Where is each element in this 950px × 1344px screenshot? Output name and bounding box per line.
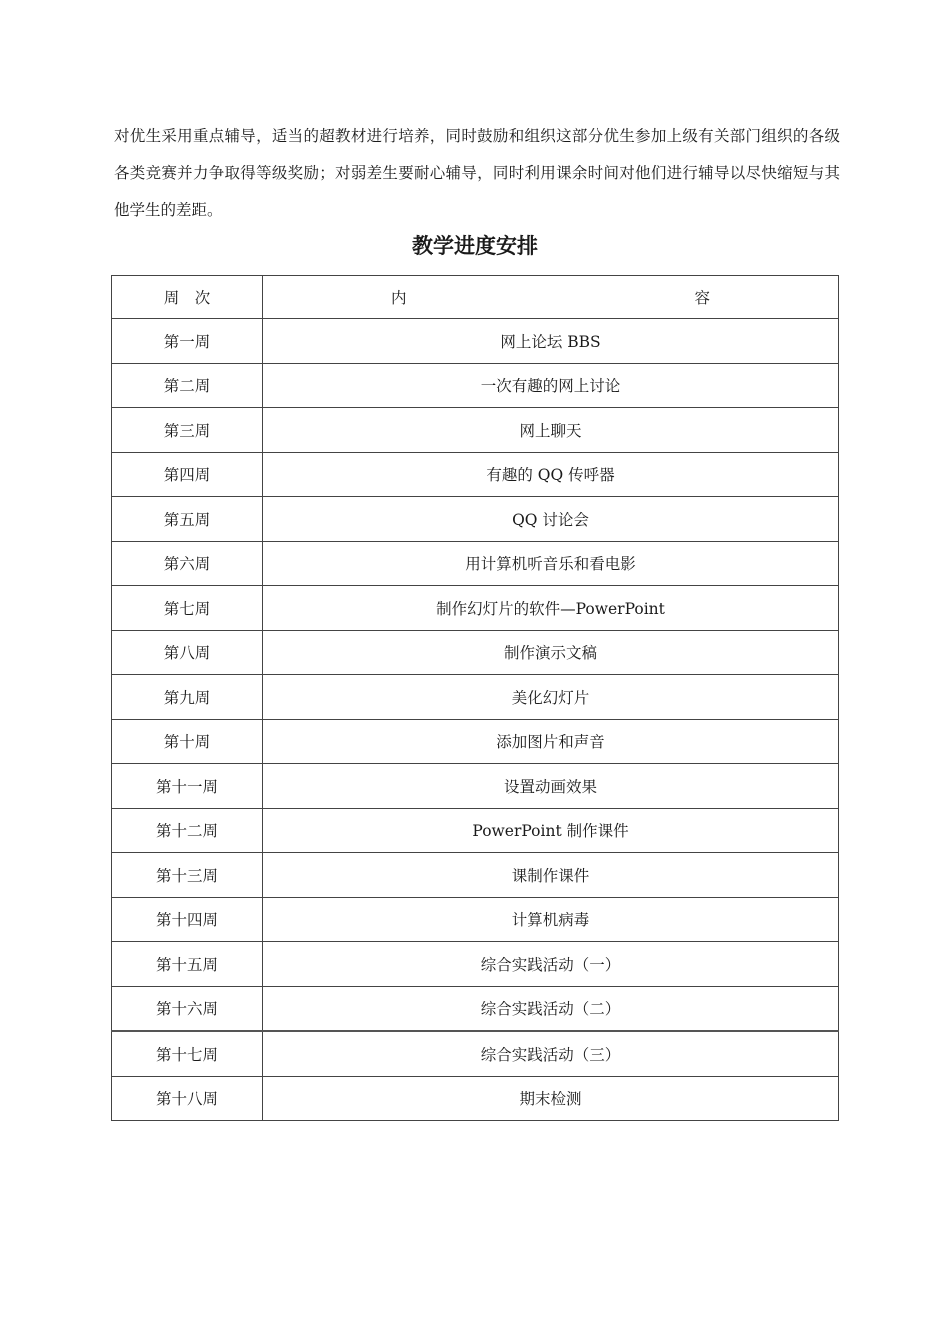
content-cell: 美化幻灯片 [263,675,839,720]
section-title: 教学进度安排 [412,234,538,258]
table-row [112,719,839,764]
week-cell: 第六周 [112,541,263,586]
content-cell: QQ 讨论会 [263,497,839,542]
table-row [112,986,839,1031]
content-cell: 制作幻灯片的软件—PowerPoint [263,586,839,631]
table-row [112,897,839,942]
table-row [112,586,839,631]
content-cell: 网上聊天 [263,408,839,453]
table-row [112,1076,839,1121]
header-week: 周 次 [112,276,263,319]
schedule-table [111,275,839,1121]
content-cell: 用计算机听音乐和看电影 [263,541,839,586]
week-cell: 第四周 [112,452,263,497]
week-cell: 第二周 [112,363,263,408]
content-cell: 期末检测 [263,1076,839,1121]
content-cell: 有趣的 QQ 传呼器 [263,452,839,497]
content-cell: 综合实践活动（二） [263,986,839,1031]
week-cell: 第八周 [112,630,263,675]
header-content [263,276,839,319]
table-row [112,808,839,853]
content-cell: 一次有趣的网上讨论 [263,363,839,408]
table-header-row [112,276,839,319]
header-content-right: 容 [694,289,710,307]
content-cell: PowerPoint 制作课件 [263,808,839,853]
week-cell: 第十一周 [112,764,263,809]
week-cell: 第五周 [112,497,263,542]
content-cell: 综合实践活动（三） [263,1031,839,1076]
week-cell: 第十二周 [112,808,263,853]
content-cell: 制作演示文稿 [263,630,839,675]
table-row [112,541,839,586]
table-row [112,764,839,809]
week-cell: 第一周 [112,319,263,364]
week-cell: 第十六周 [112,986,263,1031]
week-cell: 第十周 [112,719,263,764]
table-row [112,675,839,720]
week-cell: 第十五周 [112,942,263,987]
intro-paragraph: 对优生采用重点辅导，适当的超教材进行培养，同时鼓励和组织这部分优生参加上级有关部门组织的各级各类竞赛并力争取得等级奖励；对弱差生要耐心辅导，同时利用课余时间对他们进行辅导以尽快缩短与其他学生的差距。 [114,127,840,219]
table-row [112,408,839,453]
table-row [112,452,839,497]
week-cell: 第十三周 [112,853,263,898]
week-cell: 第十八周 [112,1076,263,1121]
table-row [112,853,839,898]
table-row [112,1031,839,1076]
content-cell: 网上论坛 BBS [263,319,839,364]
table-row [112,942,839,987]
table-row [112,319,839,364]
content-cell: 计算机病毒 [263,897,839,942]
table-row [112,630,839,675]
week-cell: 第九周 [112,675,263,720]
content-cell: 添加图片和声音 [263,719,839,764]
header-content-left: 内 [391,289,407,307]
week-cell: 第十七周 [112,1031,263,1076]
week-cell: 第七周 [112,586,263,631]
content-cell: 课制作课件 [263,853,839,898]
content-cell: 综合实践活动（一） [263,942,839,987]
table-row [112,497,839,542]
week-cell: 第十四周 [112,897,263,942]
table-row [112,363,839,408]
content-cell: 设置动画效果 [263,764,839,809]
week-cell: 第三周 [112,408,263,453]
